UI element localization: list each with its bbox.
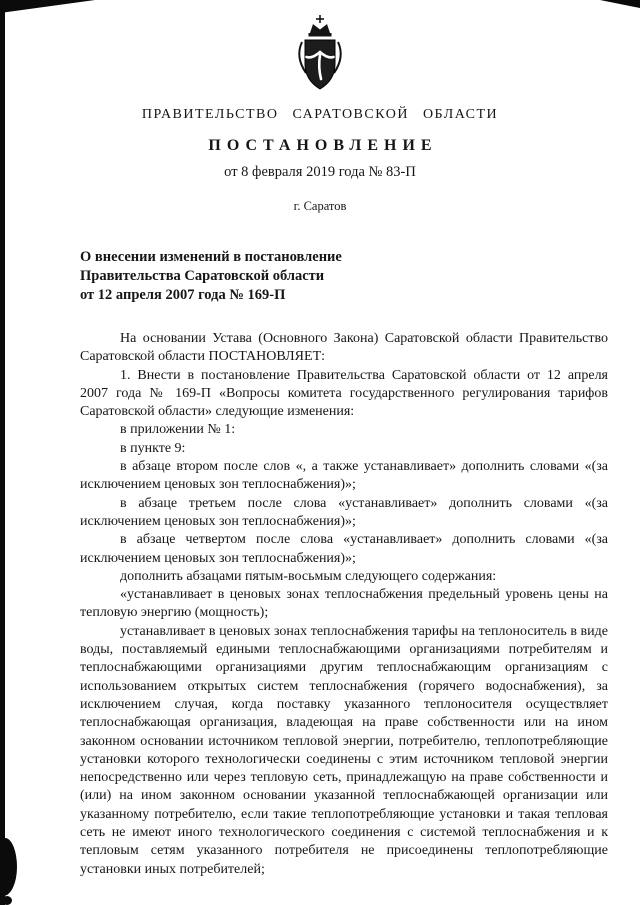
body-paragraph: в абзаце третьем после слова «устанавливает» дополнить словами «(за исключением ценовых зон теплоснабжения)»; (80, 495, 608, 529)
body-paragraph: в абзаце втором после слов «, а также устанавливает» дополнить словами «(за исключением ценовых зон теплоснабжения)»; (80, 459, 608, 493)
date-number-line: от 8 февраля 2019 года № 83-П (224, 164, 416, 180)
body-paragraph: устанавливает в ценовых зонах теплоснабжения тарифы на теплоноситель в виде воды, поставляемый едиными теплоснабжающими организациями потребителям и теплоснабжающими организациями другим теплоснабжающим организациям с использованием открытых систем теплоснабжения (горячего водоснабжения), за исключением случая, когда поставку указанного теплоносителя осуществляет теплоснабжающая организация, владеющая на праве собственности или на ином законном основании источником тепловой энергии, потребителю, теплопотребляющие установки которого технологически соединены с этим источником тепловой энергии непосредственно или через тепловую сеть, принадлежащую на праве собственности и (или) на ином законном основании указанной теплоснабжающей организации или указанному потребителю, если такие теплопотребляющие установки и такая тепловая сеть не имеют иного технологического соединения с системой теплоснабжения и к тепловым сетям указанного потребителя не присоединены теплопотребляющие установки иных потребителей; (80, 623, 608, 877)
document-type: ПОСТАНОВЛЕНИЕ (208, 137, 438, 154)
body-paragraph: в приложении № 1: (120, 422, 236, 438)
body-paragraph: дополнить абзацами пятым-восьмым следующего содержания: (120, 568, 497, 584)
org-name: ПРАВИТЕЛЬСТВО САРАТОВСКОЙ ОБЛАСТИ (141, 107, 499, 122)
scan-artifact-left-edge (0, 0, 5, 905)
title-line: Правительства Саратовской области (80, 268, 325, 284)
document-title (80, 248, 550, 305)
body-paragraph: «устанавливает в ценовых зонах теплоснабжения предельный уровень цены на тепловую энергию (мощность); (80, 587, 608, 621)
city-line: г. Саратов (293, 199, 347, 213)
body-paragraph: 1. Внести в постановление Правительства Саратовской области от 12 апреля 2007 года № 169-П «Вопросы комитета государственного регулирования тарифов Саратовской области» следующие изменения: (80, 367, 608, 420)
body-paragraph: в абзаце четвертом после слова «устанавливает» дополнить словами «(за исключением ценовых зон теплоснабжения)»; (80, 532, 608, 566)
title-line: О внесении изменений в постановление (80, 249, 342, 265)
title-line: от 12 апреля 2007 года № 169-П (80, 287, 286, 303)
coat-of-arms-icon (292, 14, 348, 99)
scan-artifact-top-left (0, 0, 95, 13)
document-body (80, 330, 608, 879)
scan-artifact-bottom-left (0, 838, 17, 896)
scan-artifact-bottom-speck (2, 896, 12, 905)
scan-artifact-top-right (600, 0, 640, 8)
body-paragraph: На основании Устава (Основного Закона) Саратовской области Правительство Саратовской области ПОСТАНОВЛЯЕТ: (80, 331, 608, 365)
body-paragraph: в пункте 9: (120, 440, 186, 456)
